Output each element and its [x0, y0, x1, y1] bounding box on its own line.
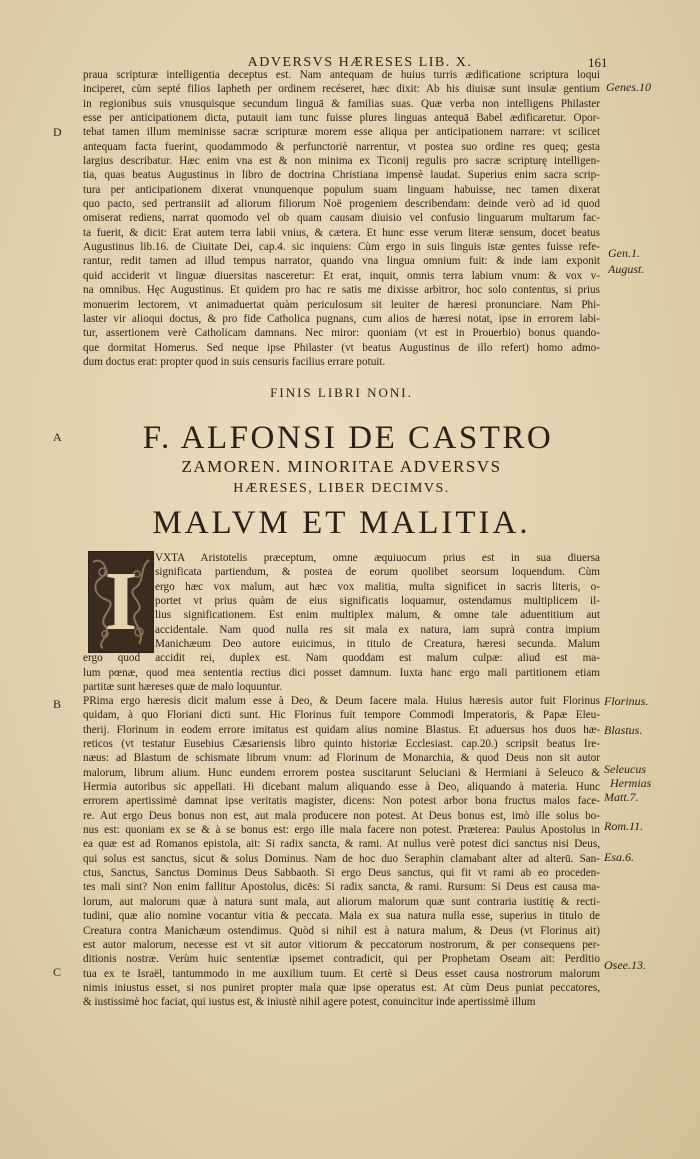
section-letter-a: A — [53, 430, 62, 444]
finis-line: FINIS LIBRI NONI. — [270, 385, 413, 400]
text-line: nimis iniustus esset, si nos puniret propter mala quæ ipse operatus est. At cùm Deus puniat peccatores, — [83, 981, 600, 994]
margin-note-genes: Genes.10 — [606, 80, 651, 94]
book-title: F. ALFONSI DE CASTRO — [142, 420, 554, 456]
running-head: ADVERSVS HÆRESES LIB. X. — [247, 55, 473, 70]
text-line: dum doctus erat: propter quod in suis censuris facilius errare potuit. — [83, 355, 386, 368]
text-line: PRima ergo hæresis dicit malum esse à Deo, & Deum facere mala. Huius hæresis autor fuit Florinus — [83, 695, 600, 707]
book-subtitle: ZAMOREN. MINORITAE ADVERSVS — [181, 457, 502, 476]
text-line: tia, quas beatus Augustinus in libro de doctrina Christiana impensè laudat. Superius enim sacra scrip- — [83, 169, 600, 182]
text-line: VXTA Aristotelis præceptum, omne æquiuocum prius est in sua diuersa — [155, 552, 600, 564]
text-line: rantur, redit tamen ad illud tempus narrator, quando vna lingua omnium fuit: & inde iam exponit — [83, 255, 600, 268]
text-line: accidentale. Nam quod nulla res sit mala ex natura, iam suprà contra impium — [155, 623, 600, 636]
text-line: tes mali sint? Non enim fallitur Apostolus, dicēs: Si radix sancta, & rami. Rursum: Si Deus est causa ma- — [83, 881, 600, 894]
text-line: tebat tamen illum meminisse sacræ scripturæ morem esse aliqua per anticipationem narrare: vt scilicet — [83, 126, 600, 139]
text-line: reticos (vt testatur Eusebius Cæsariensis libro quinto historiæ Ecclesiast. cap.20.) scripsit beatus Ire- — [83, 738, 600, 751]
text-line: malorum, librum alium. Hunc eundem errorem postea suscitarunt Seluciani & Hermiani à Seleuco & — [83, 766, 600, 779]
text-line: & iustissimè hoc faciat, qui iustus est, & iniustè nihil agere potest, conuincitur inde apertissimè illum — [83, 996, 536, 1009]
margin-note-seleucus: Seleucus — [604, 762, 646, 776]
text-line: tur, assertionem verè Catholicam damnans. Nec miror: quoniam (vt est in Prouerbio) bonus quando- — [83, 327, 600, 340]
margin-note-august: August. — [608, 262, 645, 276]
margin-note-osee: Osee.13. — [604, 958, 646, 972]
text-line: lius significationem. Est enim multiplex malum, & omne tale aduentitium aut — [155, 609, 600, 622]
text-line: inciperet, cùm septé filios Iapheth per ordinem recéseret, hæc dixit: Ab his diuisæ sunt insulæ gentium — [83, 83, 600, 96]
margin-note-esa: Esa.6. — [604, 850, 634, 864]
text-line: lum pœnæ, quod mea sententia rectius dici posset damnum. Iuxta hanc ergo mali partitionem etiam — [83, 666, 600, 679]
text-line: quo pacto, sed pertransiit ad aliorum filiorum Noë progeniem describendam: deinde verò ad id quod — [83, 198, 600, 211]
text-line: ditionis nostræ. Verùm huic sententiæ ipsemet contradicit, qui per Prophetam Oseam ait: Perditio — [83, 953, 600, 966]
text-line: tua ex te Israël, tantummodo in me auxilium tuum. Et certè si Deus esset causa nostrorum malorum — [83, 967, 600, 980]
text-line: ea quæ est ad Romanos epistola, ait: Si radix sancta, & rami. At nullus verè potest dici sanctus nisi Deus, — [83, 838, 600, 851]
text-line: Hermia autoribus sic appellati. Hi dicebant malum aliquando esse à Deo, aliquando à materia. Hunc — [83, 781, 600, 794]
page-number: 161 — [588, 55, 608, 70]
text-line: errorem apertissimè damnat ipse veritatis magister, dicens: Non potest arbor bona fructus malos face- — [83, 795, 600, 808]
text-line: nus est: quoniam ex se & à se bonus est: ergo ille mala facere non potest. Præterea: Paulus Apostolus in — [83, 824, 600, 837]
text-line: portet vt prius quàm de eius significatis loquamur, ostendamus multiplicem il- — [155, 595, 600, 608]
chapter-heading: MALVM ET MALITIA. — [152, 505, 531, 541]
text-block-top — [83, 68, 600, 369]
section-letter-c: C — [53, 965, 62, 979]
text-line: praua scripturæ intelligentia deceptus est. Nam antequam de huius turris ædificatione scriptura loqui — [83, 69, 600, 81]
text-line: omiserat rediens, narrat quomodo vel ob quam causam diuisio vel confusio linguarum multarum fac- — [83, 212, 600, 225]
text-line: laster vir alioqui doctus, & pro fide Catholica pugnans, cum alios de hæresi notat, ipse in errorem labi- — [83, 312, 600, 325]
text-line: quid acciderit vt linguæ diuersitas nasceretur: Et erat, inquit, omnis terra labium vnum: & vox v- — [83, 269, 600, 282]
text-line: tudini, quæ alio nomine vocantur vitia & peccata. Mala ex sua natura nulla esse, superius in titulo de — [83, 910, 600, 923]
book-subtitle-2: HÆRESES, LIBER DECIMVS. — [233, 481, 450, 496]
text-block-main — [83, 694, 600, 1010]
margin-note-blastus: Blastus. — [604, 723, 643, 737]
text-line: re. Aut ergo Deus bonus non est, aut mala producere non potest. At Deus bonus est, imò ille solus bo- — [83, 809, 600, 822]
text-line: que dormitat Homerus. Sed neque ipse Philaster (vt beatus Augustinus de illo refert) homo admo- — [83, 341, 600, 354]
section-letter-b: B — [53, 697, 62, 711]
text-line: lorum, aut malorum quæ à natura sunt mala, aut aliorum malorum quæ sunt contraria iustitię & recti- — [83, 895, 600, 908]
text-line: qui solus est sanctus, sicut & solus Dominus. Nam de hoc duo Seraphin clamabant alter ad alterū. San- — [83, 852, 600, 865]
text-line: monuerim lectorem, vt animaduertat quàm periculosum sit leuiter de hæresi pronunciare. Nam Phi- — [83, 298, 600, 311]
text-line: in regionibus suis vnusquisque secundum linguā & familias suas. Quæ verba non intelligens Philaster — [83, 97, 600, 110]
text-line: na omnibus. Hęc Augustinus. Et quidem pro hac re satis me dixisse arbitror, hoc solo contentus, si prius — [83, 284, 600, 297]
text-line: antequam facta fuerint, quodammodo & perfunctoriè narrentur, vt postea suo ordine res queq; gesta — [83, 140, 600, 153]
text-line: ctus, Sanctus, Sanctus Dominus Deus Sabbaoth. Si ergo Deus sanctus, qui fit vt rami ab eo proceden- — [83, 867, 600, 880]
text-line: quidam, à quo Floriani dicti sunt. Hic Florinus fuit tempore Commodi Imperatoris, & Papæ Eleu- — [83, 709, 600, 722]
text-block-intro — [83, 551, 600, 694]
text-line: esse per anticipationem dicta, putauit iam tunc fuisse plures linguas antequā Babel ædificaretur. Opor- — [83, 112, 600, 125]
margin-note-florinus: Florinus. — [604, 694, 649, 708]
section-letter-d: D — [53, 125, 62, 139]
text-line: tura per anticipationem dixerat vnunquenque populum suam linguam habuisse, nec tamen dixerat — [83, 183, 600, 196]
text-line: ergo hæc vox malum, aut hæc vox malitia, multa significet in sacris literis, o- — [155, 580, 600, 593]
margin-note-rom: Rom.11. — [604, 819, 644, 833]
margin-note-hermias: Hermias — [610, 776, 652, 790]
text-line: partitæ sunt hæreses quæ de malo loquuntur. — [83, 681, 283, 694]
text-line: largius describatur. Hæc enim vna est & non minima ex Ticonij regulis pro sacræ scripturę intelligen- — [83, 155, 600, 168]
text-line: ergo quod accidit rei, duplex est. Nam quoddam est malum culpæ: aliud est ma- — [83, 652, 600, 665]
text-line: ta fuerit, & dicit: Erat autem terra labii vnius, & cætera. Et hunc esse verum literæ sensum, docet beatus — [83, 226, 600, 239]
initial-letter: I — [104, 555, 138, 648]
text-line: therij. Florinum in eodem errore imitatus est quidam alius nomine Blastus. Et aduersus hos duos hæ- — [83, 723, 600, 736]
text-line: Augustinus lib.16. de Ciuitate Dei, cap.4. sic inquiens: Cùm ergo in suis linguis istæ gentes fuisse refe- — [83, 241, 600, 254]
text-line: næus: ad Blastum de schismate librum vnum: ad Florinum de Monarchia, & quod Deus non sit autor — [83, 752, 600, 765]
text-line: Manichæum Deo autore euicimus, in titulo de Creatura, hæresi secunda. Malum — [155, 638, 600, 651]
margin-note-matt: Matt.7. — [604, 790, 639, 804]
text-line: Creatura contra Manichæum ostendimus. Quòd si nihil est à natura malum, & Deus (vt Florinus ait) — [83, 924, 600, 937]
margin-note-gen: Gen.1. — [608, 246, 640, 260]
text-line: significata partiendum, & postea de eorum quolibet seorsum loquendum. Cùm — [155, 566, 600, 579]
text-line: est autor malorum, necesse est vt sit autor vitiorum & peccatorum nostrorum, & per consequens per- — [83, 938, 600, 951]
